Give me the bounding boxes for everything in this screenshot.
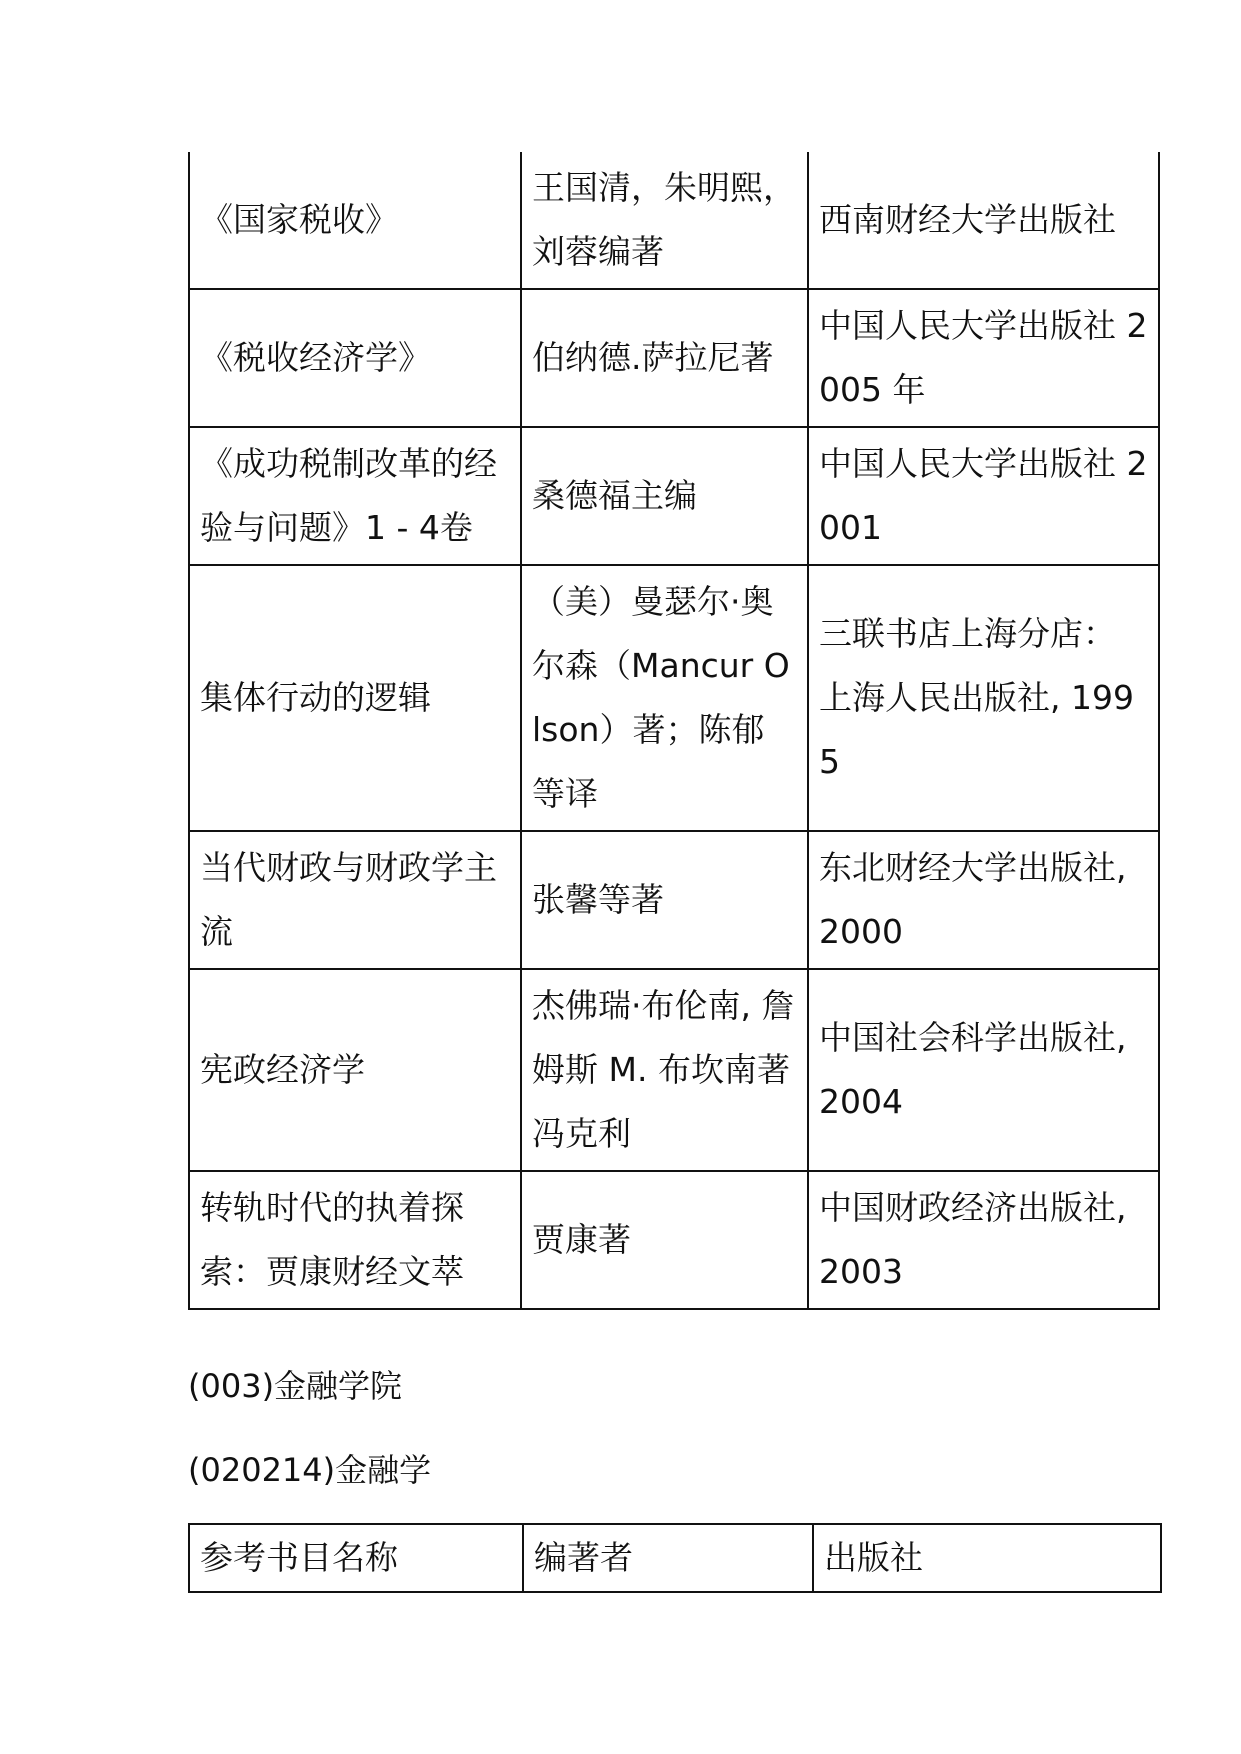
- school-heading: (003)金融学院: [188, 1367, 403, 1405]
- table-header-row: [189, 1524, 1161, 1592]
- table-row: [189, 831, 1159, 969]
- book-author-cell: 桑德福主编: [521, 427, 808, 565]
- table-row: [189, 565, 1159, 831]
- book-author-cell: 王国清，朱明熙，刘蓉编著: [521, 152, 808, 289]
- book-title-cell: 《税收经济学》: [189, 289, 521, 427]
- book-author-cell: 贾康著: [521, 1171, 808, 1309]
- book-title-cell: 《国家税收》: [189, 152, 521, 289]
- book-publisher-cell: 三联书店上海分店：上海人民出版社, 1995: [808, 565, 1159, 831]
- book-publisher-cell: 西南财经大学出版社: [808, 152, 1159, 289]
- book-publisher-cell: 中国人民大学出版社 2005 年: [808, 289, 1159, 427]
- book-title-cell: 集体行动的逻辑: [189, 565, 521, 831]
- header-author: 编著者: [523, 1524, 813, 1592]
- table-row: [189, 427, 1159, 565]
- table-row: [189, 1171, 1159, 1309]
- book-publisher-cell: 中国人民大学出版社 2001: [808, 427, 1159, 565]
- book-title-cell: 宪政经济学: [189, 969, 521, 1171]
- book-author-cell: 伯纳德.萨拉尼著: [521, 289, 808, 427]
- book-publisher-cell: 中国财政经济出版社, 2003: [808, 1171, 1159, 1309]
- reference-books-table: [188, 152, 1160, 1310]
- book-author-cell: 张馨等著: [521, 831, 808, 969]
- table-row: [189, 152, 1159, 289]
- header-book-title: 参考书目名称: [189, 1524, 523, 1592]
- book-publisher-cell: 东北财经大学出版社, 2000: [808, 831, 1159, 969]
- book-title-cell: 转轨时代的执着探索：贾康财经文萃: [189, 1171, 521, 1309]
- book-publisher-cell: 中国社会科学出版社, 2004: [808, 969, 1159, 1171]
- book-author-cell: 杰佛瑞·布伦南, 詹姆斯 M. 布坎南著 冯克利: [521, 969, 808, 1171]
- major-heading: (020214)金融学: [188, 1451, 432, 1489]
- table-row: [189, 969, 1159, 1171]
- reference-books-header-table: [188, 1523, 1162, 1593]
- header-publisher: 出版社: [813, 1524, 1161, 1592]
- table-row: [189, 289, 1159, 427]
- book-title-cell: 《成功税制改革的经验与问题》1 - 4卷: [189, 427, 521, 565]
- book-author-cell: （美）曼瑟尔·奥尔森（Mancur Olson）著；陈郁等译: [521, 565, 808, 831]
- book-title-cell: 当代财政与财政学主流: [189, 831, 521, 969]
